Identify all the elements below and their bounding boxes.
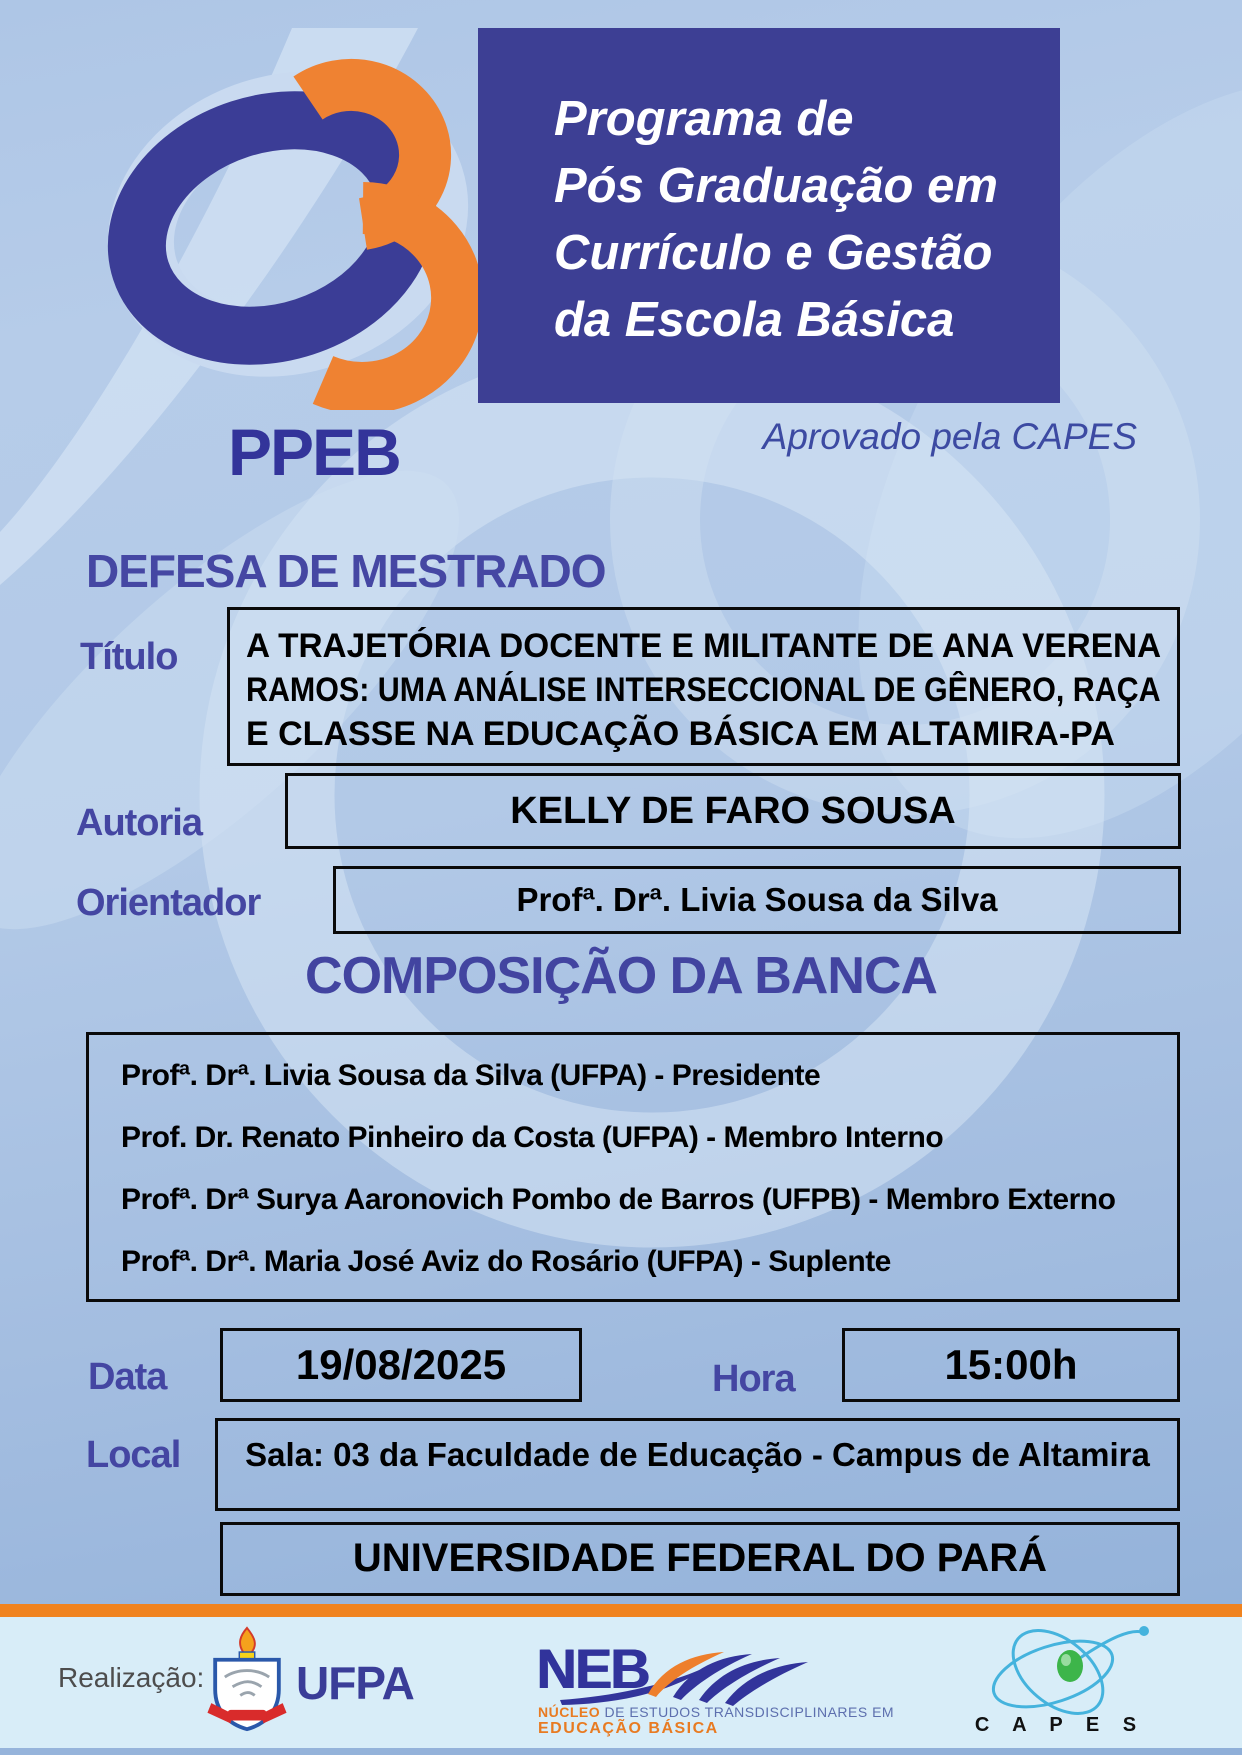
defense-date: 19/08/2025 [295, 1341, 507, 1388]
autoria-box [285, 773, 1181, 849]
neb-subtitle-line2: EDUCAÇÃO BÁSICA [538, 1720, 719, 1737]
titulo-box [227, 607, 1180, 766]
capes-orbits-icon [958, 1622, 1162, 1716]
ufpa-wordmark: UFPA [296, 1657, 414, 1709]
banca-heading: COMPOSIÇÃO DA BANCA [305, 947, 937, 1005]
program-banner [478, 28, 1060, 403]
author-name: KELLY DE FARO SOUSA [510, 790, 956, 832]
advisor-name: Profª. Drª. Livia Sousa da Silva [516, 881, 998, 918]
program-name-line: da Escola Básica [554, 293, 955, 347]
orientador-box [333, 866, 1181, 934]
realizacao-label: Realização: [58, 1662, 205, 1693]
program-name [554, 86, 998, 354]
hora-box [842, 1328, 1180, 1402]
defense-location: Sala: 03 da Faculdade de Educação - Campus de Altamira [245, 1436, 1150, 1473]
banca-box [86, 1032, 1180, 1302]
capes-wordmark: C A P E S [974, 1714, 1146, 1736]
program-name-line: Programa de [554, 92, 854, 146]
orange-divider [0, 1604, 1242, 1617]
neb-subtitle-rest: DE ESTUDOS TRANSDISCIPLINARES EM [600, 1704, 895, 1720]
poster-title: DEFESA DE MESTRADO [86, 545, 606, 597]
hora-label: Hora [712, 1358, 795, 1400]
ppeb-acronym: PPEB [228, 415, 400, 489]
ppeb-logo-icon [76, 28, 478, 410]
banca-member: Profª. Drª Surya Aaronovich Pombo de Barros (UFPB) - Membro Externo [121, 1183, 1116, 1216]
local-label: Local [86, 1434, 181, 1476]
neb-subtitle-strong: NÚCLEO [538, 1704, 601, 1720]
banca-member: Profª. Drª. Maria José Aviz do Rosário (UFPA) - Suplente [121, 1245, 891, 1278]
orientador-label: Orientador [76, 882, 261, 924]
local-box [215, 1418, 1180, 1511]
neb-swoosh-icon [552, 1650, 822, 1712]
autoria-label: Autoria [76, 802, 202, 844]
thesis-title-line: E CLASSE NA EDUCAÇÃO BÁSICA EM ALTAMIRA-PA [246, 715, 1115, 753]
thesis-title-line: RAMOS: UMA ANÁLISE INTERSECCIONAL DE GÊNERO, RAÇA [246, 671, 1161, 709]
ufpa-crest-icon [202, 1626, 292, 1734]
university-name: UNIVERSIDADE FEDERAL DO PARÁ [352, 1536, 1048, 1580]
program-name-line: Currículo e Gestão [554, 226, 993, 280]
neb-wordmark: NEB [536, 1637, 649, 1700]
neb-subtitle-line1 [538, 1704, 894, 1720]
program-name-line: Pós Graduação em [554, 159, 998, 213]
thesis-title-line: A TRAJETÓRIA DOCENTE E MILITANTE DE ANA VERENA [246, 627, 1162, 665]
capes-approval-note: Aprovado pela CAPES [762, 416, 1137, 457]
university-box [220, 1522, 1180, 1596]
data-label: Data [88, 1356, 167, 1398]
titulo-label: Título [80, 636, 178, 678]
defense-time: 15:00h [944, 1341, 1078, 1388]
banca-member: Prof. Dr. Renato Pinheiro da Costa (UFPA) - Membro Interno [121, 1121, 944, 1154]
banca-member: Profª. Drª. Livia Sousa da Silva (UFPA) - Presidente [121, 1059, 821, 1092]
data-box [220, 1328, 582, 1402]
